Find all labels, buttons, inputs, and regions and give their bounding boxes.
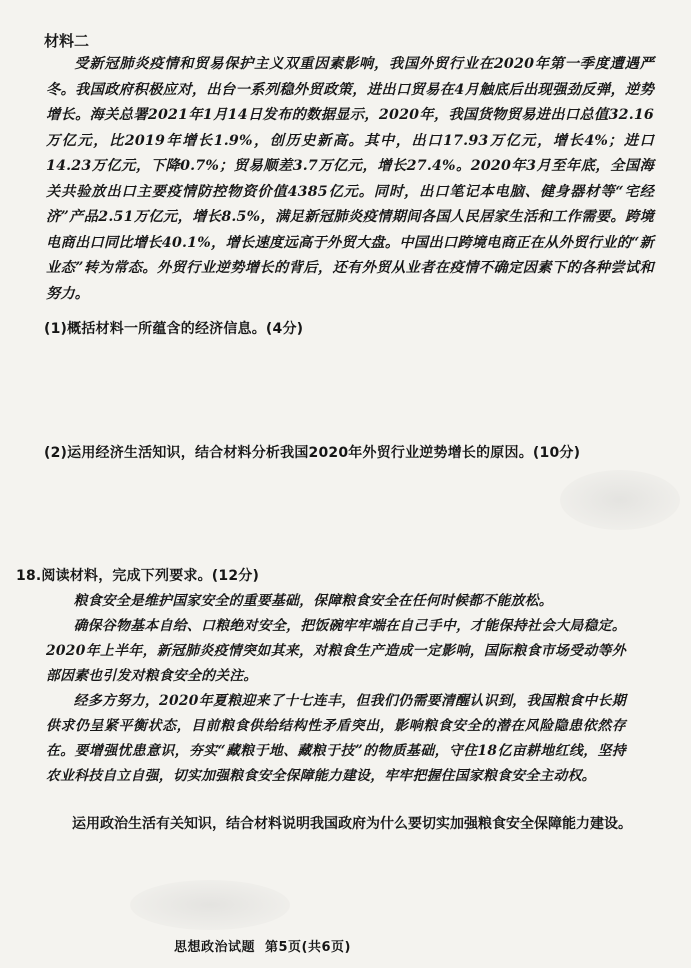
footer-subject: 思想政治试题 [174, 940, 256, 955]
question-17-2: (2)运用经济生活知识，结合材料分析我国2020年外贸行业逆势增长的原因。(10分) [44, 445, 581, 461]
question-18-material-p2: 确保谷物基本自给、口粮绝对安全，把饭碗牢牢端在自己手中，才能保持社会大局稳定。2020年上半年，新冠肺炎疫情突如其来，对粮食生产造成一定影响，国际粮食市场受动等外部因素也引发对粮食安全的关注。 [46, 618, 626, 684]
scan-smudge [560, 470, 680, 530]
question-18-title: 18.阅读材料，完成下列要求。(12分) [16, 568, 260, 584]
page-footer [174, 936, 361, 955]
question-18-material-p3: 经多方努力，2020年夏粮迎来了十七连丰，但我们仍需要清醒认识到，我国粮食中长期供求仍呈紧平衡状态，目前粮食供给结构性矛盾突出，影响粮食安全的潜在风险隐患依然存在。要增强忧患意识，夯实“藏粮于地、藏粮于技”的物质基础，守住18亿亩耕地红线，坚持农业科技自立自强，切实加强粮食安全保障能力建设，牢牢把握住国家粮食安全主动权。 [46, 693, 626, 784]
question-17-1: (1)概括材料一所蕴含的经济信息。(4分) [44, 321, 304, 337]
scan-smudge [130, 880, 290, 930]
question-18-requirement: 运用政治生活有关知识，结合材料说明我国政府为什么要切实加强粮食安全保障能力建设。 [72, 816, 632, 832]
question-18-material-p1: 粮食安全是维护国家安全的重要基础，保障粮食安全在任何时候都不能放松。 [73, 593, 553, 609]
material-2-paragraph: 受新冠肺炎疫情和贸易保护主义双重因素影响，我国外贸行业在2020年第一季度遭遇严冬。我国政府积极应对，出台一系列稳外贸政策，进出口贸易在4月触底后出现强劲反弹，逆势增长。海关总署2021年1月14日发布的数据显示，2020年，我国货物贸易进出口总值32.16万亿元，比2019年增长1.9%，创历史新高。其中，出口17.93万亿元，增长4%；进口14.23万亿元，下降0.7%；贸易顺差3.7万亿元，增长27.4%。2020年3月至年底，全国海关共验放出口主要疫情防控物资价值4385亿元。同时，出口笔记本电脑、健身器材等“宅经济”产品2.51万亿元，增长8.5%，满足新冠肺炎疫情期间各国人民居家生活和工作需要。跨境电商出口同比增长40.1%，增长速度远高于外贸大盘。中国出口跨境电商正在从外贸行业的“新业态”转为常态。外贸行业逆势增长的背后，还有外贸从业者在疫情不确定因素下的各种尝试和努力。 [46, 56, 654, 302]
material-2-heading: 材料二 [44, 32, 90, 50]
footer-page-number: 第5页(共6页) [265, 940, 351, 955]
